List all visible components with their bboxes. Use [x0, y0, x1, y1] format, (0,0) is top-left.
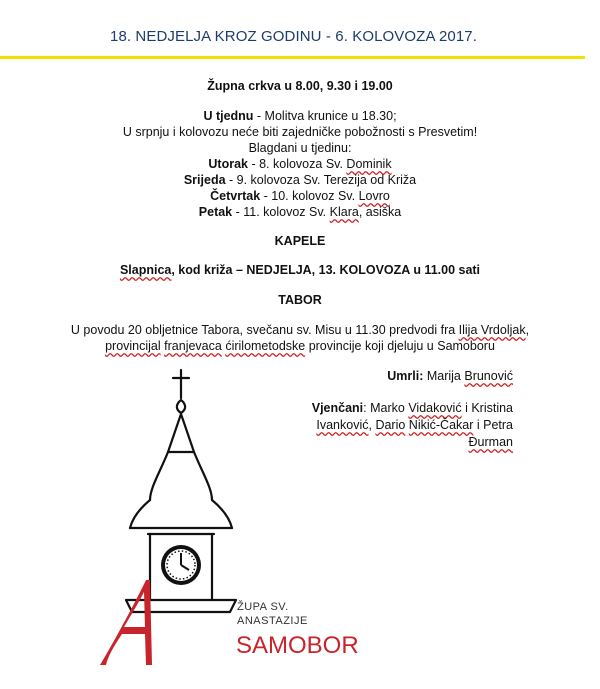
parish-mass-times: Župna crkva u 8.00, 9.30 i 19.00 [207, 79, 393, 93]
tabor-heading: TABOR [278, 293, 322, 307]
weddings-line-1: Vjenčani: Marko Vidaković i Kristina [311, 401, 513, 415]
letter-a-logo-mark [100, 580, 152, 665]
weddings-line-2: Ivanković, Dario Nikić-Čakar i Petra [316, 418, 513, 432]
feast-item: Srijeda - 9. kolovoza Sv. Terezija od Križa [183, 173, 417, 187]
week-label: U tjednu [203, 109, 254, 123]
tabor-line-1: U povodu 20 obljetnice Tabora, svečanu sv. Misu u 11.30 predvodi fra Ilija Vrdoljak, [70, 323, 530, 337]
chapels-line: Slapnica, kod križa – NEDJELJA, 13. KOLOVOZA u 11.00 sati [119, 263, 481, 277]
chapels-heading: KAPELE [274, 234, 326, 248]
logo-line-1: ŽUPA SV. [237, 601, 289, 613]
week-text: - Molitva krunice u 18.30; [253, 109, 397, 123]
feast-item: Četvrtak - 10. kolovoz Sv. Lovro [210, 189, 390, 203]
week-line-2: U srpnju i kolovozu neće biti zajedničke pobožnosti s Presvetim! [122, 125, 478, 139]
deceased-line: Umrli: Marija Brunović [387, 369, 513, 383]
logo-line-3: SAMOBOR [236, 632, 359, 659]
weddings-line-3: Đurman [468, 435, 513, 449]
page-title: 18. NEDJELJA KROZ GODINU - 6. KOLOVOZA 2017. [110, 28, 478, 45]
clock-icon [161, 545, 201, 585]
feast-item: Utorak - 8. kolovoza Sv. Dominik [208, 157, 392, 171]
week-line-3: Blagdani u tjedinu: [248, 141, 352, 155]
tabor-line-2: provincijal franjevaca ćirilometodske provincije koji djeluju u Samoboru [105, 339, 495, 353]
feast-item: Petak - 11. kolovoz Sv. Klara, asiška [198, 205, 402, 219]
chapel-place: Slapnica [119, 263, 172, 277]
logo-line-2: ANASTAZIJE [237, 615, 308, 627]
